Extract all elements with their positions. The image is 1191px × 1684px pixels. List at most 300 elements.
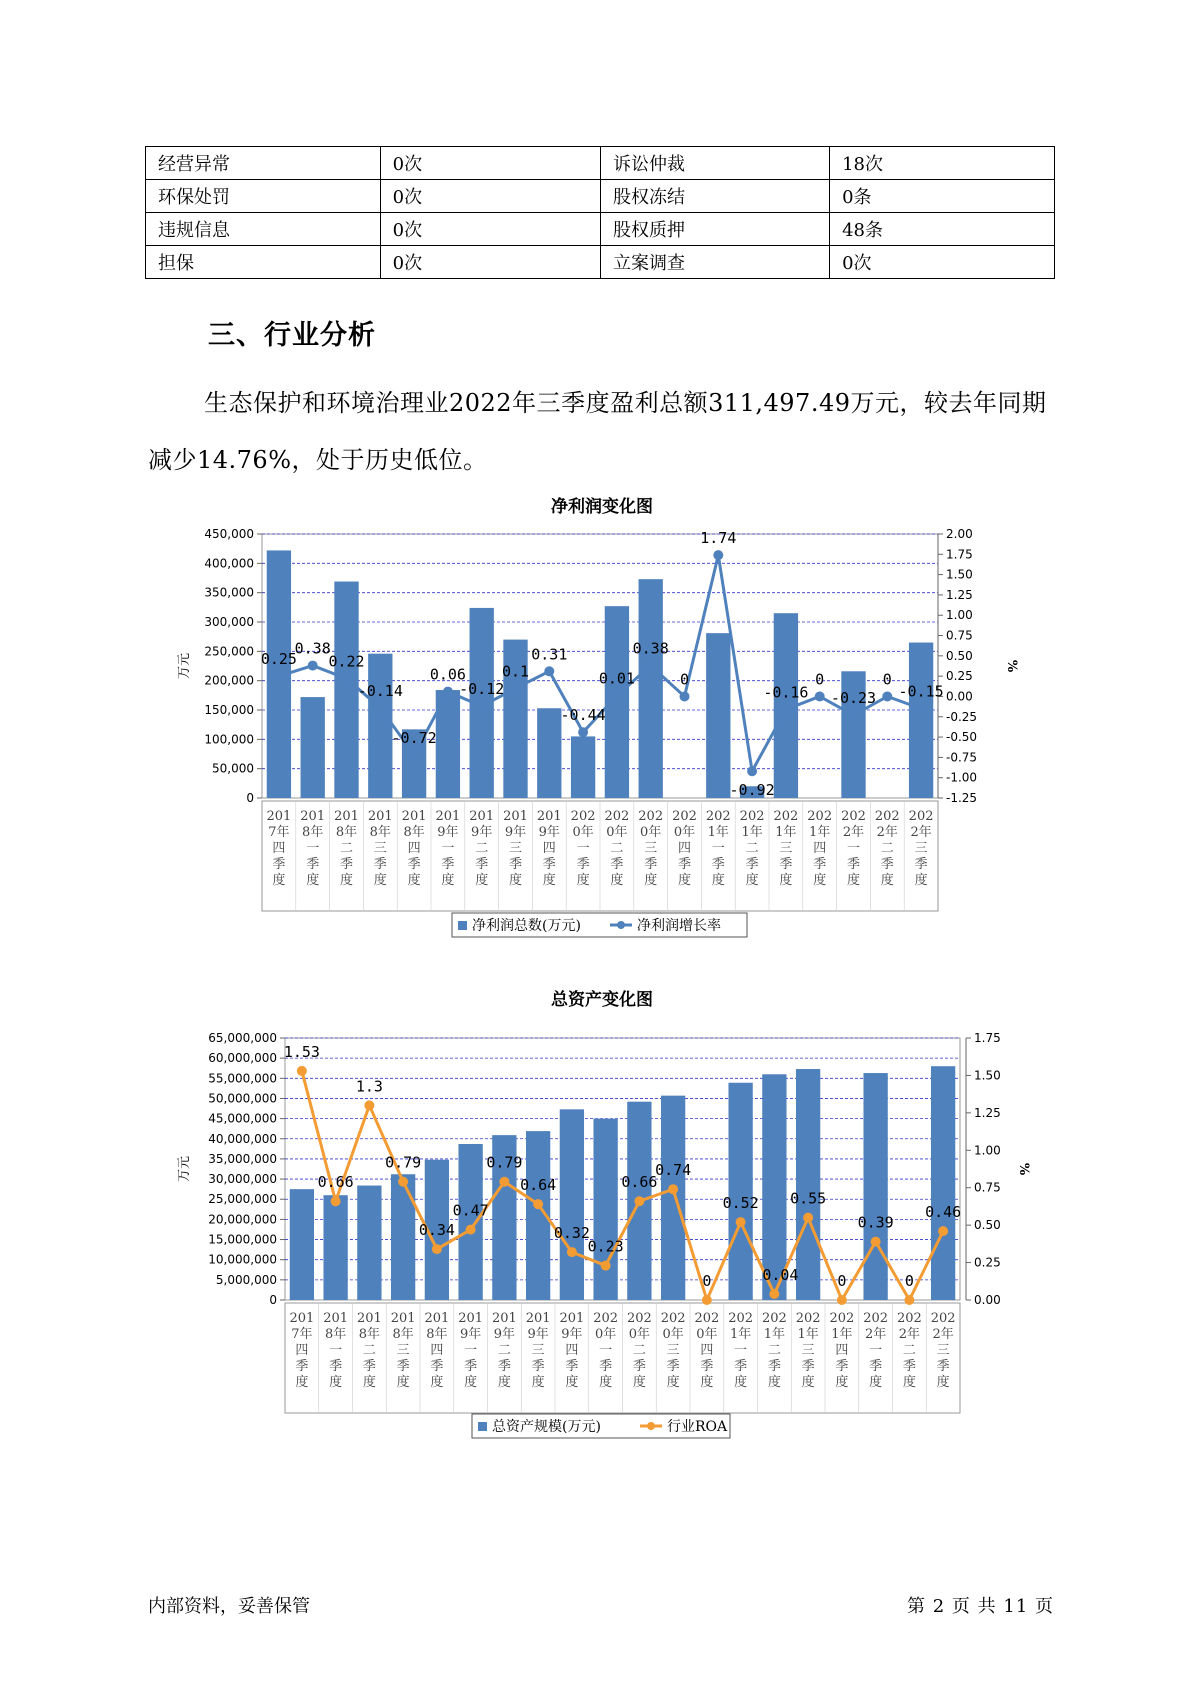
bar [909,643,933,798]
x-tick-label: 季 [846,857,861,872]
x-tick-label: 一 [846,841,861,856]
x-tick-label: 8年 [403,825,425,840]
x-tick-label: 一 [464,1343,478,1358]
table-cell-label: 担保 [146,246,381,279]
x-tick-label: 2年 [932,1327,954,1342]
x-tick-label: 202 [829,1311,855,1326]
bar [334,582,358,798]
x-tick-label: 202 [705,809,731,824]
data-label: 0.64 [520,1176,557,1195]
x-tick-label: 四 [407,841,421,856]
x-tick-label: 度 [880,873,894,888]
line-point [849,710,859,720]
x-tick-label: 一 [599,1343,613,1358]
table-cell-value: 0次 [380,246,600,279]
x-tick-label: 0年 [628,1327,651,1342]
line-point [578,727,588,737]
bar [639,579,663,798]
x-tick-label: 1年 [797,1327,819,1342]
x-tick-label: 2年 [910,825,932,840]
x-tick-label: 一 [441,841,455,856]
x-tick-label: 度 [846,873,861,888]
x-tick-label: 一 [306,841,320,856]
y-axis-label: 万元 [177,1155,192,1183]
x-tick-label: 201 [458,1311,484,1326]
x-tick-label: 季 [835,1359,849,1374]
x-tick-label: 季 [677,857,692,872]
line-point [511,683,521,693]
table-cell-label: 诉讼仲裁 [600,147,829,180]
table-cell-label: 股权冻结 [600,180,829,213]
data-label: -0.12 [459,680,505,699]
data-label: 0.38 [294,639,331,658]
data-label: 0.79 [486,1153,523,1172]
x-tick-label: 三 [644,841,658,856]
line-point [601,1261,611,1271]
table-cell-label: 立案调查 [600,246,829,279]
table-cell-value: 18次 [830,147,1055,180]
x-tick-label: 201 [525,1311,551,1326]
x-tick-label: 202 [841,809,866,824]
x-tick-label: 二 [632,1343,646,1358]
x-tick-label: 四 [430,1343,444,1358]
x-tick-label: 二 [497,1343,511,1358]
x-tick-label: 三 [666,1343,680,1358]
x-tick-label: 201 [356,1311,382,1326]
line-point [837,1295,847,1305]
x-tick-label: 度 [441,873,455,888]
y-tick-label: 50,000 [212,761,254,776]
data-label: 0.31 [531,645,568,664]
line-point [882,691,892,701]
x-tick-label: 度 [339,873,354,888]
x-tick-label: 202 [896,1311,922,1326]
x-tick-label: 202 [773,809,799,824]
table-row [146,180,1055,213]
legend-line-marker [647,1422,655,1430]
x-tick-label: 202 [930,1311,956,1326]
x-tick-label: 季 [936,1359,950,1374]
bar [458,1144,482,1300]
data-label: -0.23 [830,689,877,708]
net-profit-chart [0,490,1191,950]
line-point [646,661,656,671]
x-tick-label: 2年 [876,825,898,840]
line-point [815,691,825,701]
x-tick-label: 季 [666,1359,680,1374]
x-tick-label: 1年 [809,825,831,840]
data-label: 0.66 [317,1173,354,1192]
x-tick-label: 1年 [831,1327,853,1342]
x-tick-label: 季 [497,1359,511,1374]
x-tick-label: 二 [610,841,624,856]
data-label: -0.92 [729,781,775,800]
x-tick-label: 二 [902,1343,916,1358]
x-tick-label: 9年 [561,1327,583,1342]
data-label: -0.14 [357,681,403,700]
y-tick-label: 350,000 [204,585,254,600]
line-point [916,704,926,714]
x-tick-label: 202 [728,1311,754,1326]
x-tick-label: 201 [536,809,562,824]
x-tick-label: 季 [576,857,590,872]
x-tick-label: 季 [407,857,421,872]
x-tick-label: 8年 [426,1327,448,1342]
x-tick-label: 季 [339,857,354,872]
x-tick-label: 202 [570,809,596,824]
x-tick-label: 四 [565,1343,579,1358]
x-tick-label: 四 [700,1343,714,1358]
table-cell-value: 0条 [830,180,1055,213]
data-label: 0 [837,1272,847,1290]
x-tick-label: 度 [508,873,523,888]
x-tick-label: 三 [936,1343,950,1358]
y2-tick-label: 1.00 [974,1143,1001,1158]
table-row [146,246,1055,279]
bar [931,1066,955,1300]
x-tick-label: 一 [711,841,725,856]
x-tick-label: 季 [295,1359,309,1374]
line-point [713,550,723,560]
x-tick-label: 三 [373,841,387,856]
x-tick-label: 季 [813,857,827,872]
line-point [297,1066,307,1076]
x-tick-label: 四 [295,1343,309,1358]
x-tick-label: 201 [559,1311,585,1326]
x-tick-label: 季 [531,1359,545,1374]
x-tick-label: 三 [779,841,793,856]
y-tick-label: 0 [246,791,254,805]
x-tick-label: 季 [565,1359,579,1374]
x-tick-label: 度 [475,873,489,888]
bar [323,1195,347,1300]
bar [796,1069,820,1300]
line-point [938,1226,948,1236]
x-tick-label: 季 [644,857,658,872]
y2-tick-label: -1.25 [946,791,978,805]
x-tick-label: 202 [761,1311,787,1326]
data-label: 0.66 [621,1173,658,1192]
y2-tick-label: -0.50 [946,730,978,745]
x-tick-label: 8年 [369,825,391,840]
legend-bar-swatch [478,1422,487,1431]
y-tick-label: 100,000 [204,732,254,747]
x-tick-label: 季 [464,1359,478,1374]
x-tick-label: 度 [576,873,590,888]
x-tick-label: 201 [300,809,326,824]
y-tick-label: 15,000,000 [208,1232,277,1247]
line-point [342,674,352,684]
line-point [432,1244,442,1254]
data-label: 0.39 [857,1213,894,1232]
y2-tick-label: 1.25 [946,587,973,602]
x-tick-label: 度 [295,1375,309,1390]
table-cell-label: 环保处罚 [146,180,381,213]
x-tick-label: 1年 [707,825,729,840]
y2-tick-label: 1.50 [974,1068,1001,1083]
x-tick-label: 季 [441,857,455,872]
x-tick-label: 202 [626,1311,652,1326]
data-label: 0.55 [790,1189,827,1208]
x-tick-label: 季 [306,857,320,872]
x-tick-label: 季 [869,1359,883,1374]
x-tick-label: 季 [610,857,624,872]
x-tick-label: 8年 [324,1327,347,1342]
x-tick-label: 202 [908,809,934,824]
x-tick-label: 0年 [606,825,628,840]
x-tick-label: 度 [542,873,556,888]
x-tick-label: 度 [677,873,692,888]
data-label: -0.72 [391,728,437,747]
x-tick-label: 1年 [741,825,763,840]
x-tick-label: 二 [362,1343,376,1358]
x-tick-label: 二 [767,1343,781,1358]
data-label: -0.44 [560,706,606,725]
table-cell-value: 0次 [380,213,600,246]
x-tick-label: 202 [660,1311,686,1326]
x-tick-label: 202 [795,1311,821,1326]
x-tick-label: 季 [902,1359,916,1374]
bar [537,708,561,798]
y2-tick-label: 0.25 [946,669,973,684]
line-point [544,666,554,676]
line-point [803,1213,813,1223]
x-tick-label: 202 [638,809,664,824]
x-tick-label: 度 [306,873,320,888]
y2-tick-label: -0.75 [946,750,978,765]
line-point [409,750,419,760]
y-tick-label: 60,000,000 [208,1051,277,1066]
y2-tick-label: 1.25 [974,1105,1001,1120]
x-tick-label: 9年 [504,825,527,840]
legend-line-marker [617,921,625,929]
x-tick-label: 度 [362,1375,376,1390]
data-label: 0.46 [925,1203,962,1222]
bar [301,697,325,798]
x-tick-label: 一 [734,1343,748,1358]
table-cell-value: 0次 [830,246,1055,279]
data-label: 0 [882,670,892,689]
bar [571,736,595,798]
y2-tick-label: 0.50 [946,648,973,663]
data-label: 0.34 [418,1221,455,1240]
x-tick-label: 四 [835,1343,849,1358]
legend-bar-swatch [458,921,467,930]
line-point [364,1100,374,1110]
x-tick-label: 度 [644,873,658,888]
total-assets-chart [0,990,1191,1450]
x-tick-label: 季 [430,1359,444,1374]
x-tick-label: 度 [610,873,624,888]
x-tick-label: 季 [475,857,489,872]
x-tick-label: 201 [390,1311,416,1326]
line-point [567,1247,577,1257]
x-tick-label: 季 [734,1359,748,1374]
x-tick-label: 季 [272,857,286,872]
y2-tick-label: 1.00 [946,608,973,623]
x-tick-label: 202 [694,1311,720,1326]
y-tick-label: 5,000,000 [215,1272,277,1287]
bar [706,633,730,798]
y-tick-label: 30,000,000 [208,1172,277,1187]
x-tick-label: 二 [339,841,354,856]
x-tick-label: 度 [734,1375,748,1390]
chart-title: 净利润变化图 [551,497,653,517]
x-tick-label: 季 [542,857,556,872]
x-tick-label: 季 [767,1359,781,1374]
x-tick-label: 9年 [493,1327,516,1342]
x-tick-label: 201 [334,809,359,824]
x-tick-label: 0年 [696,1327,718,1342]
total-assets-chart-svg [0,990,1191,1450]
x-tick-label: 202 [593,1311,619,1326]
x-tick-label: 二 [745,841,759,856]
table-row [146,147,1055,180]
data-label: 0.79 [385,1153,422,1172]
data-label: 0.32 [553,1224,590,1243]
line-point [680,691,690,701]
chart-title: 总资产变化图 [551,990,653,1010]
data-label: 0.1 [501,662,530,681]
x-tick-label: 度 [902,1375,916,1390]
line-point [499,1177,509,1187]
line-point [871,1237,881,1247]
line-point [533,1199,543,1209]
x-tick-label: 四 [677,841,692,856]
x-tick-label: 7年 [291,1327,313,1342]
bar [560,1109,584,1300]
line-point [375,703,385,713]
x-tick-label: 季 [745,857,759,872]
x-tick-label: 季 [700,1359,714,1374]
data-label: 0 [702,1272,712,1290]
x-tick-label: 0年 [594,1327,617,1342]
x-tick-label: 度 [835,1375,849,1390]
y2-tick-label: 0.00 [974,1293,1001,1307]
y2-tick-label: 1.75 [946,547,973,562]
x-tick-label: 度 [497,1375,511,1390]
x-tick-label: 季 [396,1359,410,1374]
y-tick-label: 0 [269,1293,277,1307]
line-point [668,1184,678,1194]
x-tick-label: 201 [469,809,495,824]
y2-tick-label: -0.25 [946,709,978,724]
x-tick-label: 201 [266,809,292,824]
x-tick-label: 季 [801,1359,815,1374]
industry-analysis-paragraph: 生态保护和环境治理业2022年三季度盈利总额311,497.49万元，较去年同期减少14.76%，处于历史低位。 [148,389,1047,474]
x-tick-label: 度 [936,1375,950,1390]
y-tick-label: 40,000,000 [208,1131,277,1146]
data-label: 0.01 [598,669,635,688]
line-point [612,691,622,701]
x-tick-label: 201 [435,809,461,824]
x-tick-label: 201 [401,809,427,824]
x-tick-label: 度 [329,1375,343,1390]
x-tick-label: 度 [599,1375,613,1390]
x-tick-label: 度 [801,1375,815,1390]
y-tick-label: 25,000,000 [208,1192,277,1207]
x-tick-label: 度 [430,1375,444,1390]
x-tick-label: 季 [632,1359,646,1374]
line-point [466,1225,476,1235]
y-tick-label: 50,000,000 [208,1091,277,1106]
x-tick-label: 度 [700,1375,714,1390]
line-point [477,701,487,711]
x-tick-label: 7年 [268,825,290,840]
x-tick-label: 度 [914,873,928,888]
x-tick-label: 201 [503,809,528,824]
risk-summary-table [145,146,1055,279]
x-tick-label: 度 [711,873,725,888]
data-label: 0.52 [722,1194,759,1213]
x-tick-label: 9年 [437,825,459,840]
legend-line-label: 行业ROA [667,1419,728,1435]
x-tick-label: 度 [779,873,793,888]
x-tick-label: 202 [739,809,765,824]
x-tick-label: 201 [323,1311,349,1326]
x-tick-label: 8年 [392,1327,414,1342]
y2-tick-label: 2.00 [946,527,973,541]
x-tick-label: 202 [604,809,630,824]
x-tick-label: 度 [373,873,387,888]
x-tick-label: 四 [813,841,827,856]
footer-confidential-note: 内部资料，妥善保管 [148,1596,310,1617]
bar [357,1186,381,1300]
net-profit-chart-svg [0,490,1191,950]
x-tick-label: 一 [869,1343,883,1358]
x-tick-label: 2年 [842,825,865,840]
x-tick-label: 度 [407,873,421,888]
line-point [702,1295,712,1305]
x-tick-label: 0年 [640,825,662,840]
y-tick-label: 200,000 [204,673,254,688]
line-point [634,1196,644,1206]
data-label: 1.3 [355,1077,383,1096]
x-tick-label: 度 [813,873,827,888]
data-label: 1.74 [700,529,737,548]
data-label: 0 [679,670,690,689]
y2-tick-label: 0.50 [974,1218,1001,1233]
bar [290,1189,314,1300]
x-tick-label: 201 [424,1311,450,1326]
y2-tick-label: 0.75 [974,1180,1001,1195]
y2-tick-label: 0.75 [946,628,973,643]
x-tick-label: 一 [576,841,590,856]
table-cell-label: 经营异常 [146,147,381,180]
x-tick-label: 季 [779,857,793,872]
x-tick-label: 1年 [729,1327,752,1342]
x-tick-label: 1年 [775,825,797,840]
x-tick-label: 1年 [763,1327,786,1342]
x-tick-label: 三 [396,1343,410,1358]
line-point [331,1196,341,1206]
x-tick-label: 三 [508,841,523,856]
x-tick-label: 度 [272,873,286,888]
x-tick-label: 0年 [673,825,696,840]
x-tick-label: 201 [367,809,393,824]
y2-tick-label: 0.25 [974,1255,1001,1270]
x-tick-label: 0年 [662,1327,684,1342]
x-tick-label: 202 [807,809,833,824]
line-point [781,704,791,714]
x-tick-label: 2年 [864,1327,887,1342]
y2-axis-label: % [1016,1162,1031,1176]
x-tick-label: 度 [767,1375,781,1390]
footer-page-number: 第 2 页 共 11 页 [907,1596,1054,1617]
x-tick-label: 202 [863,1311,889,1326]
bar [863,1073,887,1300]
x-tick-label: 9年 [538,825,560,840]
